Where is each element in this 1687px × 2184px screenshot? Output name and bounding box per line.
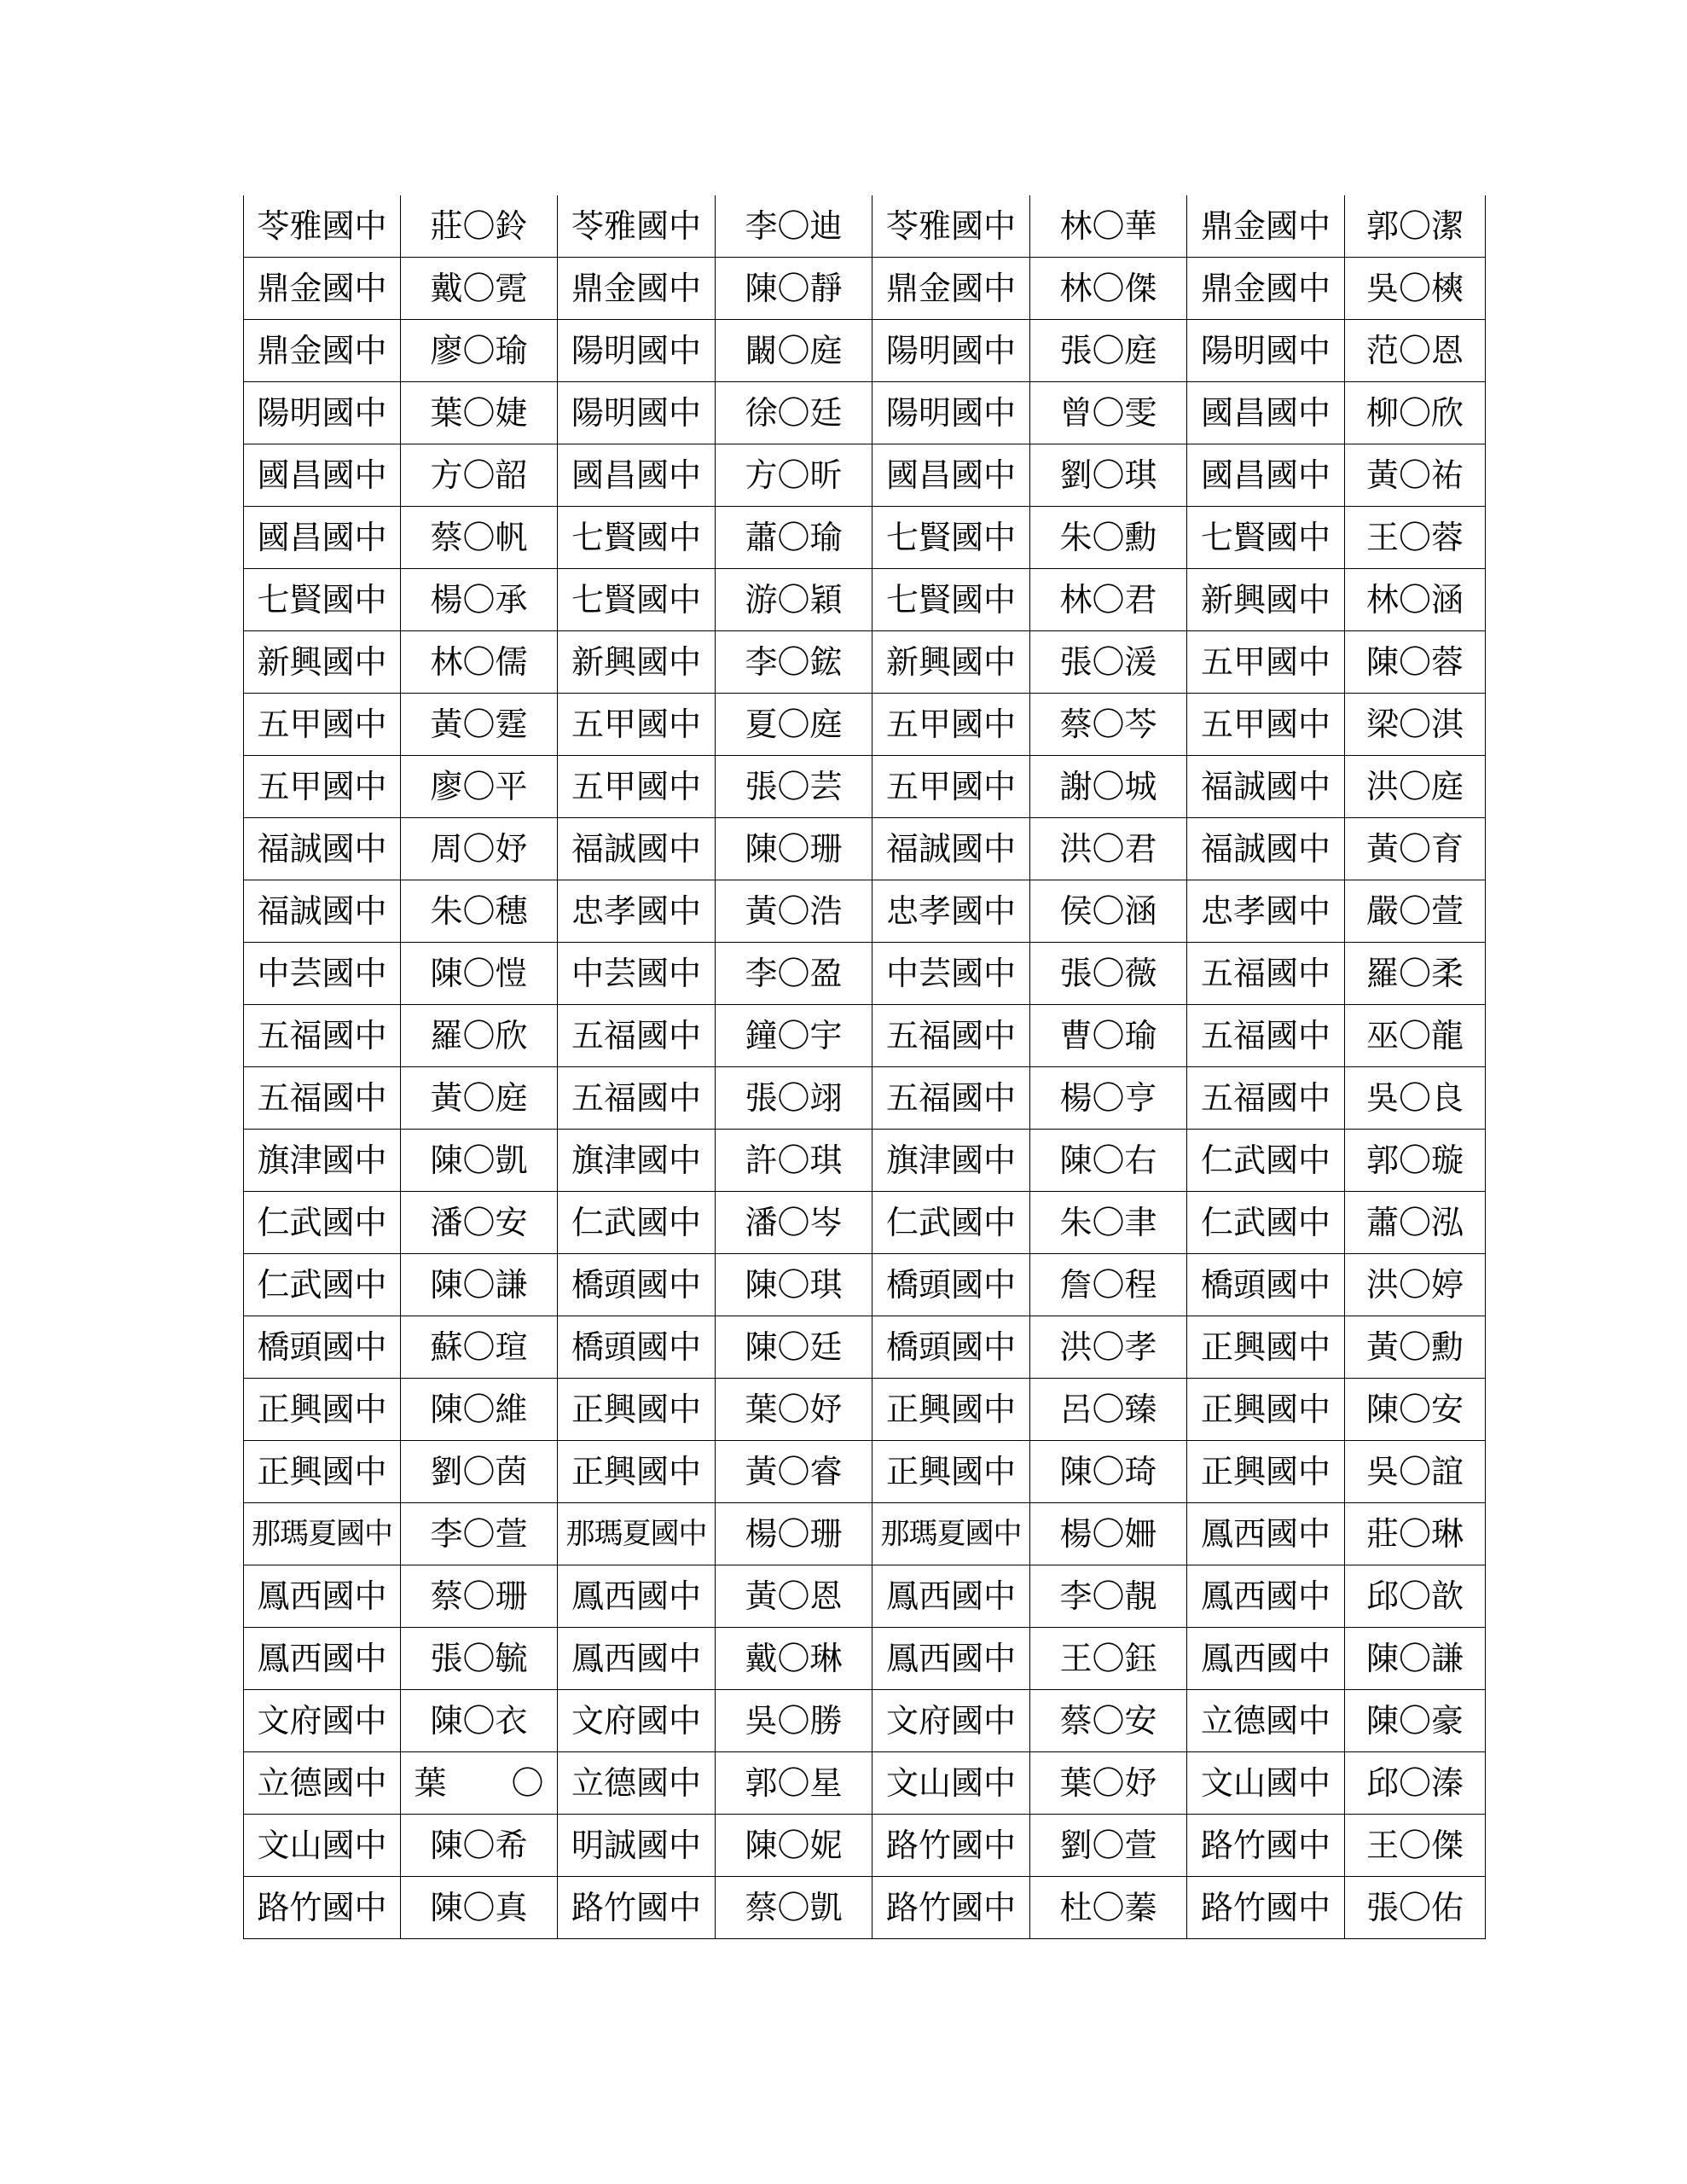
school-cell: 旗津國中: [244, 1130, 401, 1192]
table-row: [244, 818, 1486, 880]
school-cell: 路竹國中: [244, 1877, 401, 1939]
table-row: [244, 1877, 1486, 1939]
school-cell: 鳳西國中: [1187, 1628, 1345, 1690]
school-cell: 五甲國中: [1187, 694, 1345, 756]
student-name-cell: 陳〇琦: [1030, 1441, 1187, 1503]
school-cell: 鼎金國中: [244, 320, 401, 382]
student-name-cell: 陳〇右: [1030, 1130, 1187, 1192]
student-name-cell: 戴〇霓: [401, 258, 558, 320]
school-cell: 五甲國中: [872, 694, 1030, 756]
school-cell: 國昌國中: [244, 444, 401, 507]
school-cell: 五甲國中: [872, 756, 1030, 818]
school-cell: 那瑪夏國中: [558, 1503, 716, 1565]
student-name-cell: 游〇穎: [716, 569, 872, 631]
table-row: [244, 569, 1486, 631]
school-cell: 正興國中: [872, 1441, 1030, 1503]
school-cell: 路竹國中: [872, 1877, 1030, 1939]
table-row: [244, 507, 1486, 569]
student-name-cell: 洪〇庭: [1345, 756, 1486, 818]
student-name-cell: 蔡〇帆: [401, 507, 558, 569]
student-name-cell: 張〇毓: [401, 1628, 558, 1690]
school-cell: 路竹國中: [1187, 1815, 1345, 1877]
table-row: [244, 1815, 1486, 1877]
student-name-cell: 黃〇祐: [1345, 444, 1486, 507]
student-name-cell: 柳〇欣: [1345, 382, 1486, 444]
student-name-cell: 吳〇誼: [1345, 1441, 1486, 1503]
student-name-cell: 吳〇樉: [1345, 258, 1486, 320]
school-cell: 正興國中: [872, 1379, 1030, 1441]
school-cell: 立德國中: [558, 1752, 716, 1815]
student-name-cell: 戴〇琳: [716, 1628, 872, 1690]
school-cell: 鳳西國中: [558, 1628, 716, 1690]
student-name-cell: 朱〇穗: [401, 880, 558, 943]
student-name-cell: 羅〇欣: [401, 1005, 558, 1067]
school-cell: 鳳西國中: [872, 1628, 1030, 1690]
student-name-cell: 陳〇妮: [716, 1815, 872, 1877]
school-cell: 國昌國中: [872, 444, 1030, 507]
student-name-cell: 范〇恩: [1345, 320, 1486, 382]
school-cell: 國昌國中: [244, 507, 401, 569]
school-cell: 七賢國中: [872, 507, 1030, 569]
student-name-cell: 潘〇岑: [716, 1192, 872, 1254]
school-cell: 五福國中: [872, 1005, 1030, 1067]
student-name-cell: 楊〇亨: [1030, 1067, 1187, 1130]
student-name-cell: 林〇華: [1030, 195, 1187, 258]
student-name-cell: 邱〇溱: [1345, 1752, 1486, 1815]
student-name-cell: 巫〇龍: [1345, 1005, 1486, 1067]
school-cell: 鼎金國中: [872, 258, 1030, 320]
student-name-cell: 郭〇璇: [1345, 1130, 1486, 1192]
student-name-cell: 謝〇城: [1030, 756, 1187, 818]
school-cell: 五甲國中: [558, 694, 716, 756]
table-row: [244, 1690, 1486, 1752]
school-cell: 正興國中: [244, 1379, 401, 1441]
school-cell: 正興國中: [558, 1441, 716, 1503]
student-name-cell: 張〇薇: [1030, 943, 1187, 1005]
student-name-cell: 羅〇柔: [1345, 943, 1486, 1005]
school-cell: 五甲國中: [244, 694, 401, 756]
school-cell: 文府國中: [872, 1690, 1030, 1752]
student-name-cell: 方〇昕: [716, 444, 872, 507]
student-name-cell: 楊〇承: [401, 569, 558, 631]
school-cell: 鳳西國中: [244, 1565, 401, 1628]
school-cell: 國昌國中: [1187, 444, 1345, 507]
school-cell: 明誠國中: [558, 1815, 716, 1877]
student-name-cell: 吳〇良: [1345, 1067, 1486, 1130]
student-name-cell: 黃〇庭: [401, 1067, 558, 1130]
student-name-cell: 蔡〇珊: [401, 1565, 558, 1628]
school-cell: 忠孝國中: [558, 880, 716, 943]
student-name-cell: 杜〇蓁: [1030, 1877, 1187, 1939]
school-cell: 七賢國中: [1187, 507, 1345, 569]
school-cell: 那瑪夏國中: [244, 1503, 401, 1565]
student-name-cell: 張〇佑: [1345, 1877, 1486, 1939]
school-cell: 鳳西國中: [1187, 1503, 1345, 1565]
student-name-cell: 陳〇蓉: [1345, 631, 1486, 694]
student-name-cell: 劉〇琪: [1030, 444, 1187, 507]
school-cell: 陽明國中: [872, 320, 1030, 382]
student-name-cell: 朱〇聿: [1030, 1192, 1187, 1254]
student-name-cell: 蕭〇瑜: [716, 507, 872, 569]
student-name-cell: 嚴〇萱: [1345, 880, 1486, 943]
student-name-cell: 林〇涵: [1345, 569, 1486, 631]
school-cell: 鳳西國中: [244, 1628, 401, 1690]
student-name-cell: 陳〇維: [401, 1379, 558, 1441]
student-name-cell: 蔡〇安: [1030, 1690, 1187, 1752]
student-name-cell: 李〇盈: [716, 943, 872, 1005]
school-cell: 新興國中: [872, 631, 1030, 694]
student-name-cell: 王〇傑: [1345, 1815, 1486, 1877]
school-cell: 旗津國中: [872, 1130, 1030, 1192]
school-cell: 陽明國中: [558, 320, 716, 382]
table-row: [244, 880, 1486, 943]
school-cell: 橋頭國中: [1187, 1254, 1345, 1316]
table-row: [244, 1379, 1486, 1441]
student-name-cell: 劉〇茵: [401, 1441, 558, 1503]
school-cell: 路竹國中: [558, 1877, 716, 1939]
student-name-cell: 陳〇凱: [401, 1130, 558, 1192]
school-cell: 七賢國中: [558, 507, 716, 569]
student-name-cell: 廖〇瑜: [401, 320, 558, 382]
school-cell: 鼎金國中: [244, 258, 401, 320]
student-name-cell: 方〇韶: [401, 444, 558, 507]
student-name-cell: 張〇庭: [1030, 320, 1187, 382]
table-row: [244, 1628, 1486, 1690]
student-name-cell: 侯〇涵: [1030, 880, 1187, 943]
school-cell: 忠孝國中: [1187, 880, 1345, 943]
student-name-cell: 黃〇浩: [716, 880, 872, 943]
school-cell: 五福國中: [558, 1005, 716, 1067]
table-row: [244, 195, 1486, 258]
school-cell: 仁武國中: [244, 1192, 401, 1254]
table-row: [244, 943, 1486, 1005]
student-name-cell: 鐘〇宇: [716, 1005, 872, 1067]
school-cell: 正興國中: [558, 1379, 716, 1441]
student-name-cell: 蔡〇芩: [1030, 694, 1187, 756]
table-row: [244, 320, 1486, 382]
student-name-cell: 郭〇星: [716, 1752, 872, 1815]
student-name-cell: 楊〇姍: [1030, 1503, 1187, 1565]
table-row: [244, 1752, 1486, 1815]
student-name-cell: 葉 〇: [401, 1752, 558, 1815]
school-cell: 五福國中: [1187, 943, 1345, 1005]
student-name-cell: 徐〇廷: [716, 382, 872, 444]
school-cell: 文山國中: [872, 1752, 1030, 1815]
table-row: [244, 258, 1486, 320]
student-name-cell: 陳〇靜: [716, 258, 872, 320]
table-row: [244, 444, 1486, 507]
school-cell: 鼎金國中: [1187, 258, 1345, 320]
school-cell: 鼎金國中: [1187, 195, 1345, 258]
student-name-cell: 黃〇恩: [716, 1565, 872, 1628]
student-name-cell: 楊〇珊: [716, 1503, 872, 1565]
school-cell: 陽明國中: [244, 382, 401, 444]
school-cell: 正興國中: [244, 1441, 401, 1503]
school-cell: 國昌國中: [1187, 382, 1345, 444]
student-name-cell: 陳〇安: [1345, 1379, 1486, 1441]
table-row: [244, 382, 1486, 444]
student-name-cell: 周〇妤: [401, 818, 558, 880]
student-name-cell: 林〇傑: [1030, 258, 1187, 320]
school-cell: 五福國中: [872, 1067, 1030, 1130]
school-cell: 新興國中: [558, 631, 716, 694]
student-name-cell: 呂〇臻: [1030, 1379, 1187, 1441]
school-cell: 正興國中: [1187, 1379, 1345, 1441]
table-row: [244, 1067, 1486, 1130]
school-cell: 五福國中: [1187, 1005, 1345, 1067]
school-cell: 文山國中: [244, 1815, 401, 1877]
student-name-cell: 黃〇育: [1345, 818, 1486, 880]
table-row: [244, 1254, 1486, 1316]
table-row: [244, 756, 1486, 818]
table-row: [244, 1316, 1486, 1379]
student-name-cell: 郭〇潔: [1345, 195, 1486, 258]
school-cell: 仁武國中: [872, 1192, 1030, 1254]
school-cell: 鳳西國中: [558, 1565, 716, 1628]
student-name-cell: 李〇迪: [716, 195, 872, 258]
school-cell: 正興國中: [1187, 1441, 1345, 1503]
school-cell: 路竹國中: [872, 1815, 1030, 1877]
student-name-cell: 黃〇睿: [716, 1441, 872, 1503]
student-name-cell: 許〇琪: [716, 1130, 872, 1192]
school-cell: 福誠國中: [872, 818, 1030, 880]
school-cell: 橋頭國中: [244, 1316, 401, 1379]
student-name-cell: 王〇蓉: [1345, 507, 1486, 569]
school-cell: 七賢國中: [558, 569, 716, 631]
school-cell: 旗津國中: [558, 1130, 716, 1192]
school-cell: 福誠國中: [1187, 756, 1345, 818]
student-name-cell: 黃〇勳: [1345, 1316, 1486, 1379]
student-name-cell: 黃〇霆: [401, 694, 558, 756]
school-cell: 五福國中: [1187, 1067, 1345, 1130]
school-cell: 正興國中: [1187, 1316, 1345, 1379]
student-name-cell: 洪〇孝: [1030, 1316, 1187, 1379]
table-row: [244, 1503, 1486, 1565]
table-row: [244, 1192, 1486, 1254]
school-cell: 五福國中: [558, 1067, 716, 1130]
school-cell: 七賢國中: [872, 569, 1030, 631]
school-cell: 苓雅國中: [872, 195, 1030, 258]
student-name-cell: 陳〇衣: [401, 1690, 558, 1752]
school-cell: 那瑪夏國中: [872, 1503, 1030, 1565]
student-name-cell: 莊〇琳: [1345, 1503, 1486, 1565]
student-name-cell: 曹〇瑜: [1030, 1005, 1187, 1067]
student-name-cell: 李〇鋐: [716, 631, 872, 694]
school-cell: 新興國中: [1187, 569, 1345, 631]
student-name-cell: 陳〇真: [401, 1877, 558, 1939]
school-cell: 橋頭國中: [558, 1316, 716, 1379]
school-cell: 新興國中: [244, 631, 401, 694]
student-name-cell: 劉〇萱: [1030, 1815, 1187, 1877]
student-name-cell: 邱〇歆: [1345, 1565, 1486, 1628]
school-cell: 中芸國中: [558, 943, 716, 1005]
student-roster-table: [243, 195, 1486, 1939]
student-name-cell: 朱〇勳: [1030, 507, 1187, 569]
school-cell: 五福國中: [244, 1005, 401, 1067]
school-cell: 文府國中: [244, 1690, 401, 1752]
school-cell: 福誠國中: [1187, 818, 1345, 880]
school-cell: 鼎金國中: [558, 258, 716, 320]
school-cell: 中芸國中: [244, 943, 401, 1005]
student-name-cell: 梁〇淇: [1345, 694, 1486, 756]
student-name-cell: 張〇芸: [716, 756, 872, 818]
student-name-cell: 洪〇君: [1030, 818, 1187, 880]
school-cell: 福誠國中: [244, 880, 401, 943]
school-cell: 陽明國中: [558, 382, 716, 444]
student-name-cell: 夏〇庭: [716, 694, 872, 756]
school-cell: 鳳西國中: [1187, 1565, 1345, 1628]
student-name-cell: 葉〇妤: [1030, 1752, 1187, 1815]
student-name-cell: 洪〇婷: [1345, 1254, 1486, 1316]
student-name-cell: 陳〇廷: [716, 1316, 872, 1379]
student-name-cell: 陳〇珊: [716, 818, 872, 880]
student-name-cell: 闞〇庭: [716, 320, 872, 382]
school-cell: 國昌國中: [558, 444, 716, 507]
school-cell: 立德國中: [244, 1752, 401, 1815]
student-name-cell: 張〇湲: [1030, 631, 1187, 694]
student-name-cell: 陳〇愷: [401, 943, 558, 1005]
school-cell: 鳳西國中: [872, 1565, 1030, 1628]
school-cell: 五甲國中: [244, 756, 401, 818]
school-cell: 苓雅國中: [558, 195, 716, 258]
school-cell: 橋頭國中: [558, 1254, 716, 1316]
student-name-cell: 曾〇雯: [1030, 382, 1187, 444]
student-name-cell: 蘇〇瑄: [401, 1316, 558, 1379]
school-cell: 五福國中: [244, 1067, 401, 1130]
school-cell: 七賢國中: [244, 569, 401, 631]
school-cell: 福誠國中: [558, 818, 716, 880]
school-cell: 立德國中: [1187, 1690, 1345, 1752]
table-row: [244, 1130, 1486, 1192]
school-cell: 仁武國中: [558, 1192, 716, 1254]
school-cell: 文山國中: [1187, 1752, 1345, 1815]
table-row: [244, 631, 1486, 694]
student-name-cell: 陳〇豪: [1345, 1690, 1486, 1752]
student-name-cell: 蕭〇泓: [1345, 1192, 1486, 1254]
student-name-cell: 王〇鈺: [1030, 1628, 1187, 1690]
student-name-cell: 詹〇程: [1030, 1254, 1187, 1316]
school-cell: 苓雅國中: [244, 195, 401, 258]
school-cell: 五甲國中: [1187, 631, 1345, 694]
school-cell: 橋頭國中: [872, 1254, 1030, 1316]
student-name-cell: 葉〇妤: [716, 1379, 872, 1441]
student-name-cell: 林〇儒: [401, 631, 558, 694]
school-cell: 五甲國中: [558, 756, 716, 818]
school-cell: 仁武國中: [1187, 1192, 1345, 1254]
student-name-cell: 陳〇琪: [716, 1254, 872, 1316]
table-row: [244, 694, 1486, 756]
student-name-cell: 吳〇勝: [716, 1690, 872, 1752]
school-cell: 忠孝國中: [872, 880, 1030, 943]
school-cell: 陽明國中: [1187, 320, 1345, 382]
student-name-cell: 陳〇謙: [401, 1254, 558, 1316]
table-row: [244, 1565, 1486, 1628]
student-name-cell: 張〇翊: [716, 1067, 872, 1130]
student-name-cell: 莊〇鈴: [401, 195, 558, 258]
school-cell: 仁武國中: [244, 1254, 401, 1316]
student-name-cell: 葉〇婕: [401, 382, 558, 444]
student-name-cell: 陳〇希: [401, 1815, 558, 1877]
student-name-cell: 蔡〇凱: [716, 1877, 872, 1939]
school-cell: 橋頭國中: [872, 1316, 1030, 1379]
school-cell: 路竹國中: [1187, 1877, 1345, 1939]
student-name-cell: 廖〇平: [401, 756, 558, 818]
table-row: [244, 1005, 1486, 1067]
school-cell: 福誠國中: [244, 818, 401, 880]
student-name-cell: 李〇靚: [1030, 1565, 1187, 1628]
school-cell: 陽明國中: [872, 382, 1030, 444]
student-name-cell: 李〇萱: [401, 1503, 558, 1565]
student-name-cell: 林〇君: [1030, 569, 1187, 631]
school-cell: 文府國中: [558, 1690, 716, 1752]
school-cell: 仁武國中: [1187, 1130, 1345, 1192]
table-row: [244, 1441, 1486, 1503]
student-name-cell: 潘〇安: [401, 1192, 558, 1254]
school-cell: 中芸國中: [872, 943, 1030, 1005]
student-name-cell: 陳〇謙: [1345, 1628, 1486, 1690]
